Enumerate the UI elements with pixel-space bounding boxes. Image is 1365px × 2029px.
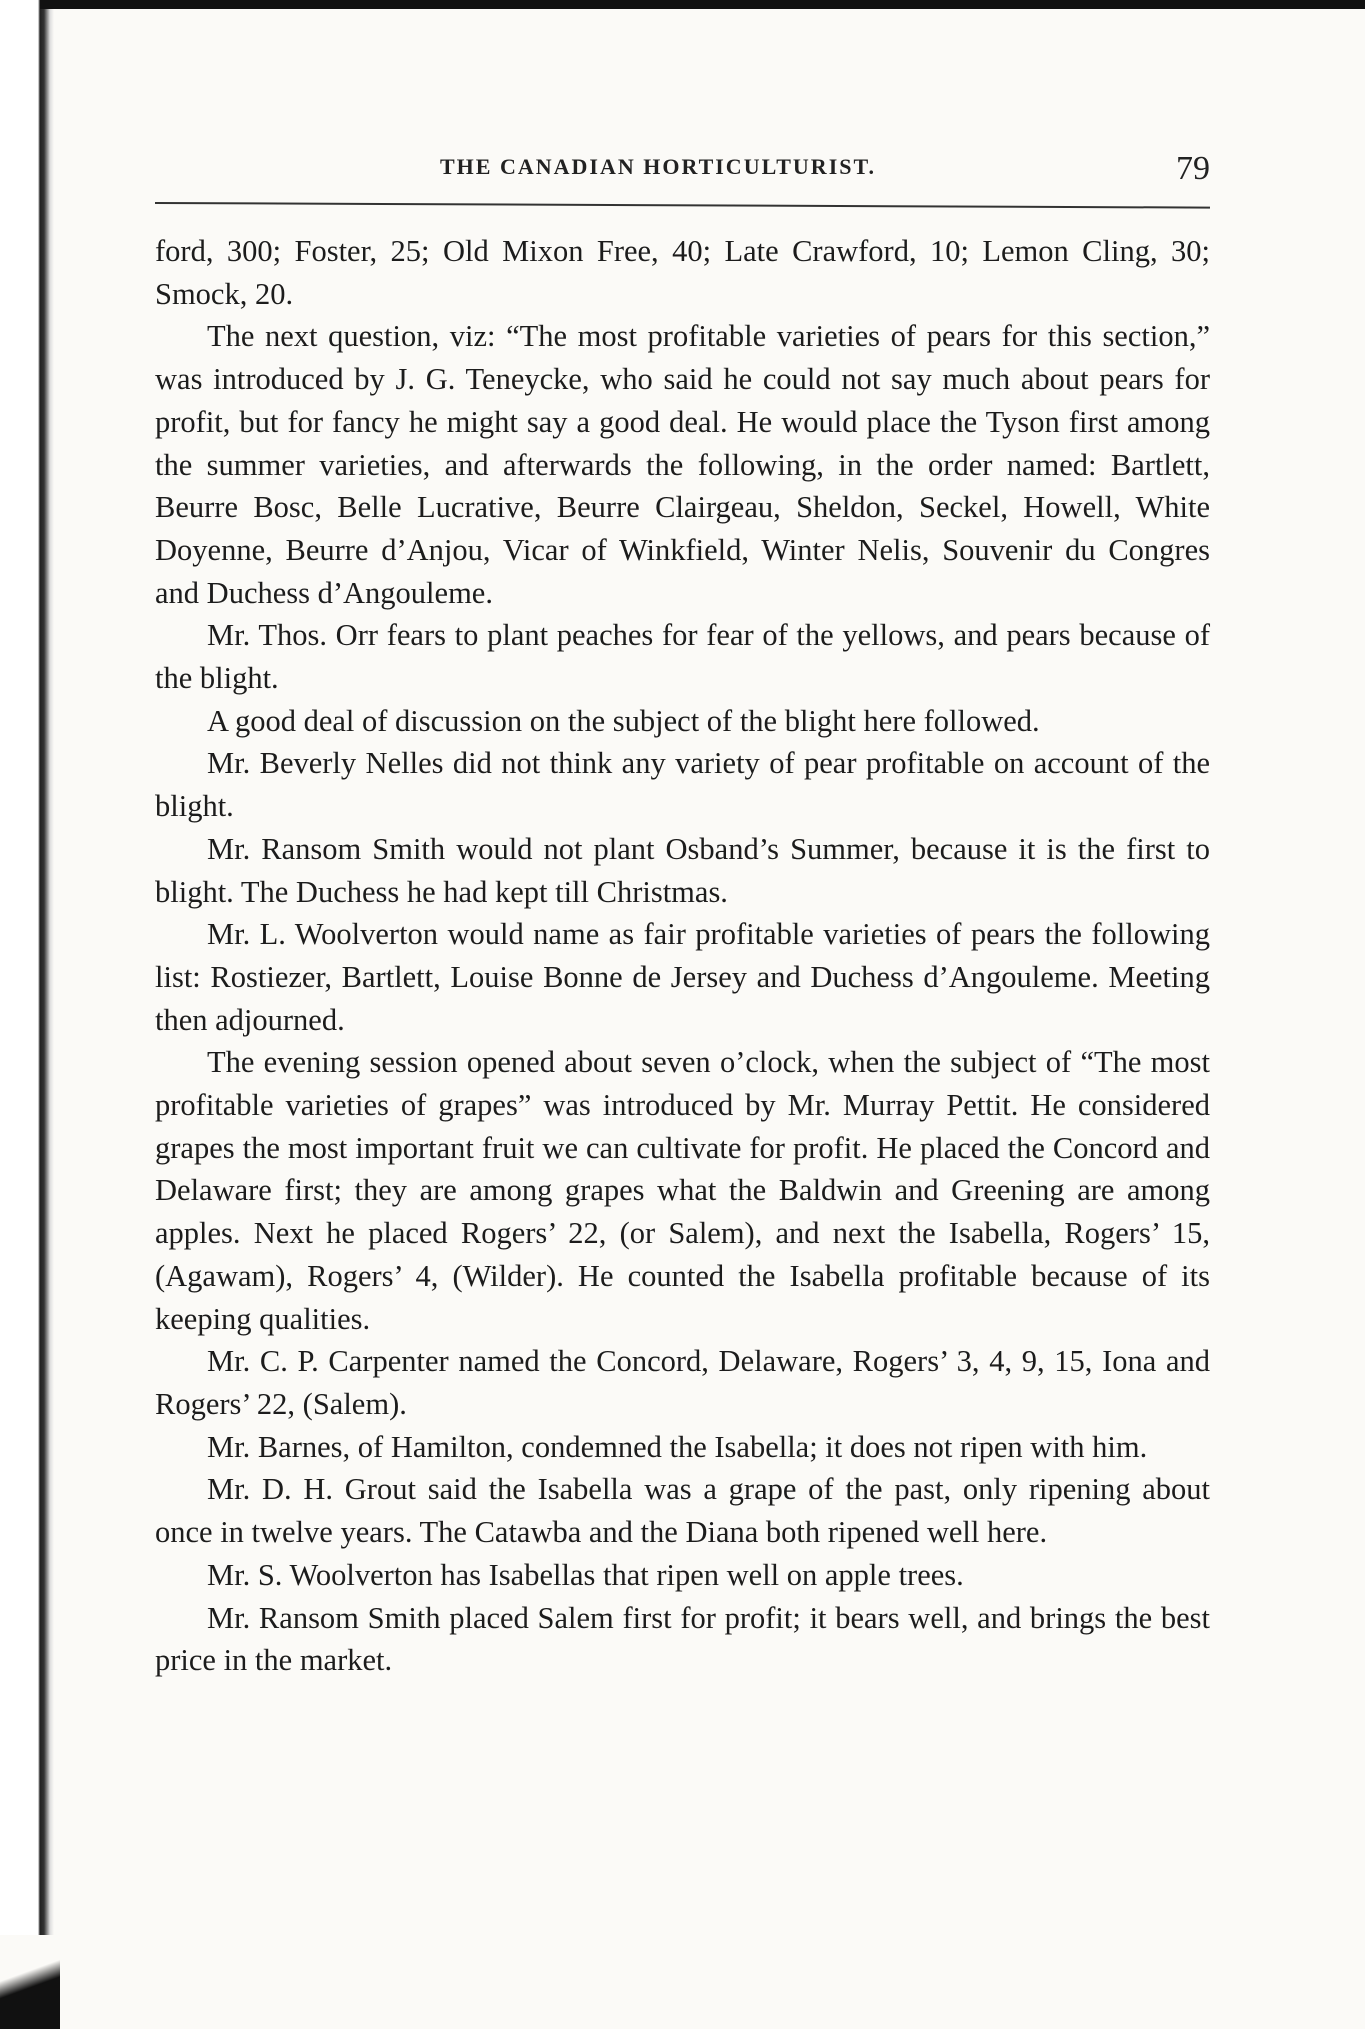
paragraph-orr: Mr. Thos. Orr fears to plant peaches for fear of the yellows, and pears because of the blight. [155, 618, 1210, 696]
paragraph-barnes: Mr. Barnes, of Hamilton, condemned the Isabella; it does not ripen with him. [207, 1429, 1148, 1464]
header-rule [155, 202, 1210, 209]
page-text [155, 230, 1210, 1682]
paragraph-l-woolverton: Mr. L. Woolverton would name as fair profitable varieties of pears the following list: Rostiezer, Bartlett, Louise Bonne de Jersey and Duchess d’Angouleme. Meeting then adjourned. [155, 917, 1210, 1037]
paragraph-ransom-smith-salem: Mr. Ransom Smith placed Salem first for profit; it bears well, and brings the best price in the market. [155, 1600, 1210, 1678]
paragraph-s-woolverton: Mr. S. Woolverton has Isabellas that ripen well on apple trees. [207, 1557, 964, 1592]
running-head [155, 150, 1210, 200]
paragraph-pears-question: The next question, viz: “The most profitable varieties of pears for this section,” was introduced by J. G. Teneycke, who said he could not say much about pears for profit, but for fancy he might say a good deal. He would place the Tyson first among the summer varieties, and afterwards the following, in the order named: Bartlett, Beurre Bosc, Belle Lucrative, Beurre Clairgeau, Sheldon, Seckel, Howell, White Doyenne, Beurre d’Anjou, Vicar of Winkfield, Winter Nelis, Souvenir du Congres and Duchess d’Angouleme. [155, 319, 1210, 610]
page-spine-shadow [0, 0, 54, 2029]
paragraph-grout: Mr. D. H. Grout said the Isabella was a grape of the past, only ripening about once in twelve years. The Catawba and the Diana both ripened well here. [155, 1472, 1210, 1550]
paragraph-evening-session: The evening session opened about seven o’clock, when the subject of “The most profitable varieties of grapes” was introduced by Mr. Murray Pettit. He considered grapes the most important fruit we can cultivate for profit. He placed the Concord and Delaware first; they are among grapes what the Baldwin and Greening are among apples. Next he placed Rogers’ 22, (or Salem), and next the Isabella, Rogers’ 15, (Agawam), Rogers’ 4, (Wilder). He counted the Isabella profitable because of its keeping qualities. [155, 1045, 1210, 1336]
paragraph-discussion: A good deal of discussion on the subject of the blight here followed. [207, 703, 1040, 738]
paragraph-continuation: ford, 300; Foster, 25; Old Mixon Free, 40; Late Crawford, 10; Lemon Cling, 30; Smock, 20. [155, 234, 1210, 311]
journal-title: THE CANADIAN HORTICULTURIST. [440, 154, 877, 179]
paragraph-carpenter: Mr. C. P. Carpenter named the Concord, Delaware, Rogers’ 3, 4, 9, 15, Iona and Rogers’ 22, (Salem). [155, 1344, 1210, 1421]
paragraph-nelles: Mr. Beverly Nelles did not think any variety of pear profitable on account of the blight. [155, 746, 1210, 824]
page-corner-shadow [0, 1935, 60, 2029]
paragraph-ransom-smith-pears: Mr. Ransom Smith would not plant Osband’s Summer, because it is the first to blight. The Duchess he had kept till Christmas. [155, 831, 1210, 909]
page-top-edge [40, 0, 1365, 9]
page-number: 79 [1176, 150, 1210, 187]
